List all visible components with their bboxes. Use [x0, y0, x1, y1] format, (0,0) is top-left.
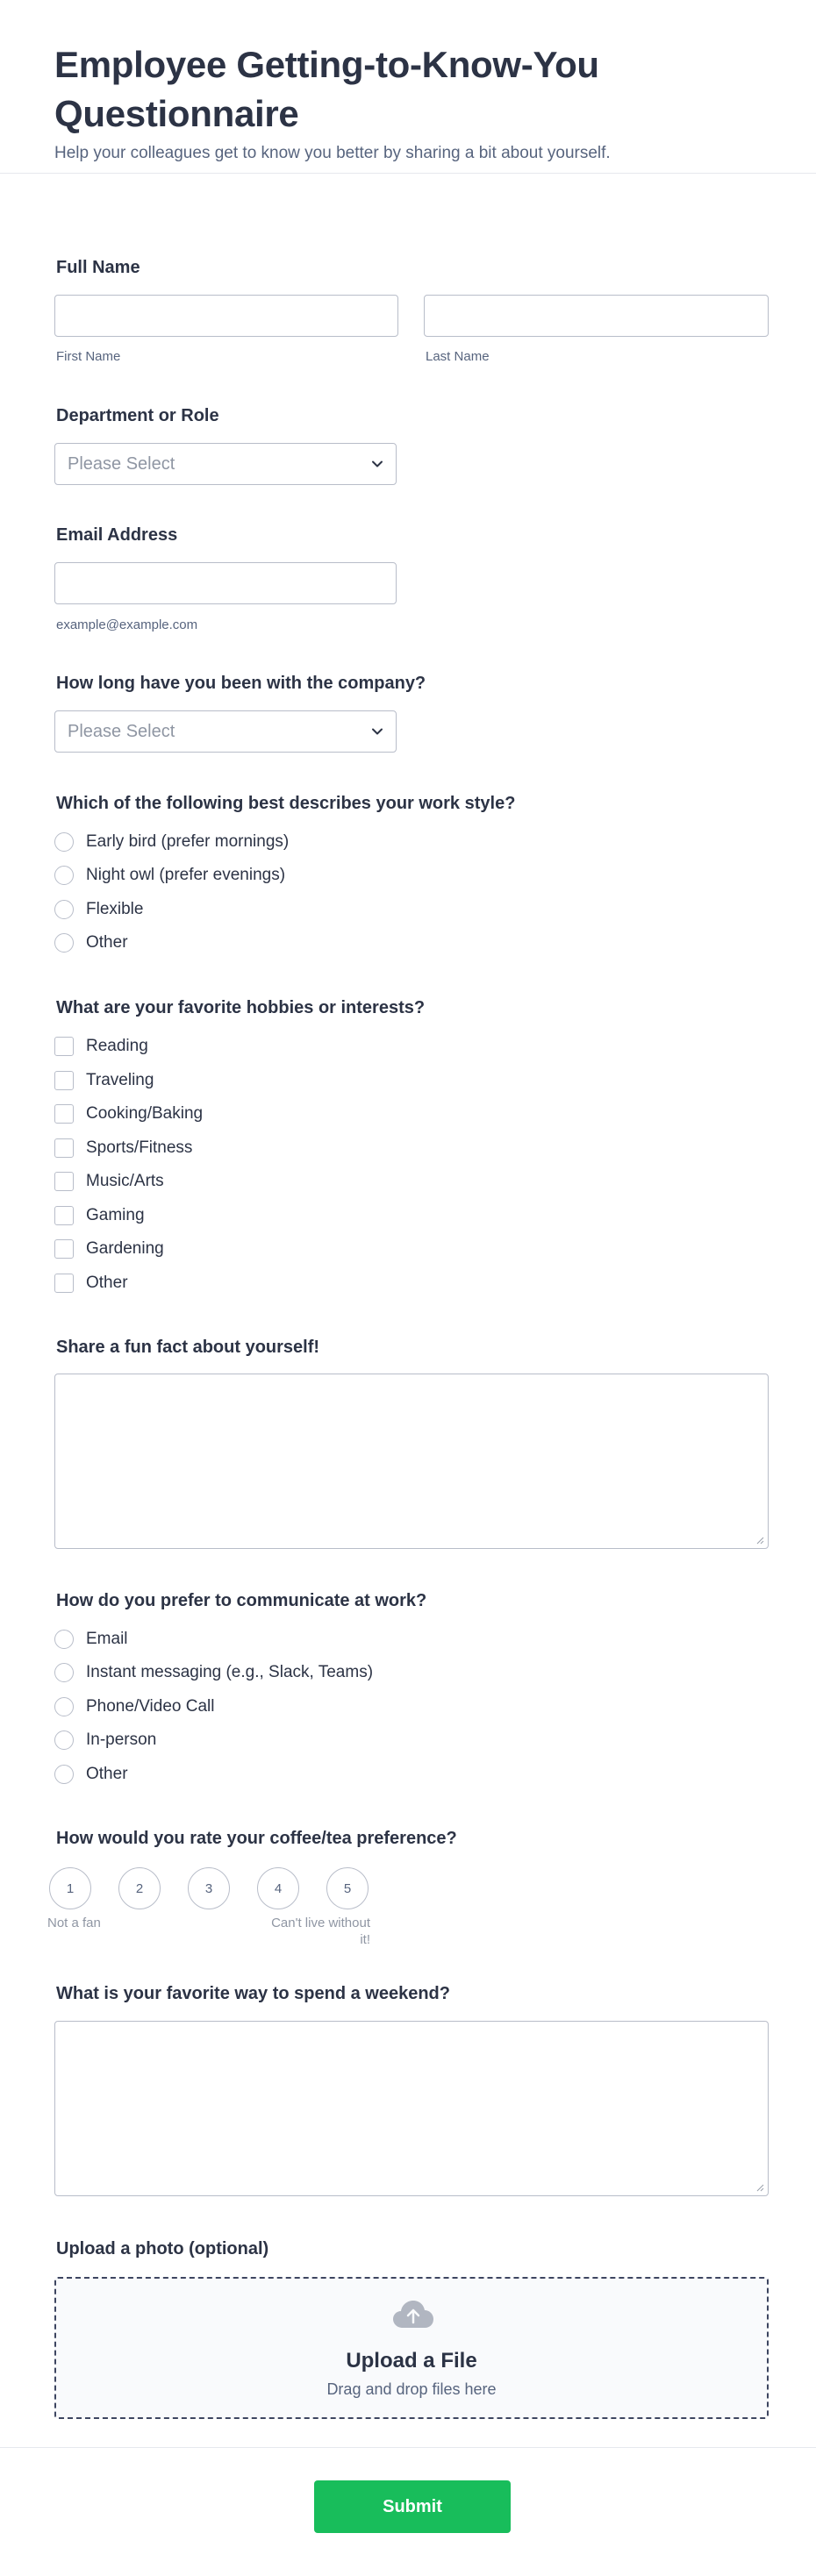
- upload-label: Upload a photo (optional): [56, 2239, 269, 2258]
- form-subtitle: Help your colleagues get to know you better by sharing a bit about yourself.: [54, 144, 611, 162]
- option-label: In-person: [86, 1730, 157, 1749]
- fun-fact-textarea[interactable]: [54, 1374, 769, 1549]
- hobby-option[interactable]: [54, 1102, 203, 1125]
- last-name-sublabel: Last Name: [426, 349, 490, 364]
- communication-option[interactable]: [54, 1628, 128, 1651]
- email-label: Email Address: [56, 525, 178, 545]
- rating-option-4[interactable]: 4: [257, 1867, 299, 1909]
- rating-low-label: Not a fan: [47, 1916, 101, 1930]
- tenure-select-value: Please Select: [68, 722, 175, 741]
- form-title-line1: Employee Getting-to-Know-You: [54, 44, 599, 85]
- radio-button[interactable]: [54, 933, 74, 953]
- option-label: Other: [86, 1765, 128, 1783]
- chevron-down-icon: [369, 724, 385, 739]
- rating-option-1[interactable]: 1: [49, 1867, 91, 1909]
- tenure-label: How long have you been with the company?: [56, 674, 426, 693]
- communication-option[interactable]: [54, 1695, 214, 1718]
- hobby-option[interactable]: [54, 1272, 128, 1295]
- radio-button[interactable]: [54, 1663, 74, 1682]
- first-name-input[interactable]: [54, 295, 398, 337]
- option-label: Other: [86, 1274, 128, 1292]
- rating-high-label: Can't live without it!: [271, 1916, 370, 1947]
- full-name-label: Full Name: [56, 258, 140, 277]
- option-label: Instant messaging (e.g., Slack, Teams): [86, 1663, 374, 1681]
- communication-option[interactable]: [54, 1729, 156, 1752]
- option-label: Sports/Fitness: [86, 1138, 193, 1157]
- cloud-upload-icon: [392, 2298, 434, 2330]
- weekend-label: What is your favorite way to spend a weekend?: [56, 1984, 450, 2003]
- communication-option[interactable]: [54, 1763, 128, 1786]
- option-label: Cooking/Baking: [86, 1104, 204, 1123]
- rating-option-3[interactable]: 3: [188, 1867, 230, 1909]
- checkbox[interactable]: [54, 1104, 74, 1124]
- department-select-value: Please Select: [68, 454, 175, 474]
- radio-button[interactable]: [54, 1730, 74, 1750]
- checkbox[interactable]: [54, 1138, 74, 1158]
- hobby-option[interactable]: [54, 1069, 154, 1092]
- communication-option[interactable]: [54, 1661, 373, 1684]
- department-select[interactable]: [54, 443, 397, 485]
- file-upload-dropzone[interactable]: [54, 2277, 769, 2419]
- hobby-option[interactable]: [54, 1204, 145, 1227]
- radio-button[interactable]: [54, 866, 74, 885]
- rating-option-5[interactable]: 5: [326, 1867, 369, 1909]
- checkbox[interactable]: [54, 1037, 74, 1056]
- upload-title: Upload a File: [346, 2349, 477, 2373]
- chevron-down-icon: [369, 456, 385, 472]
- communication-label: How do you prefer to communicate at work?: [56, 1591, 427, 1610]
- tenure-select[interactable]: [54, 710, 397, 753]
- option-label: Other: [86, 933, 128, 952]
- rating-option-2[interactable]: 2: [118, 1867, 161, 1909]
- checkbox[interactable]: [54, 1071, 74, 1090]
- email-input[interactable]: [54, 562, 397, 604]
- option-label: Music/Arts: [86, 1172, 164, 1190]
- option-label: Traveling: [86, 1071, 154, 1089]
- checkbox[interactable]: [54, 1274, 74, 1293]
- last-name-input[interactable]: [424, 295, 769, 337]
- first-name-sublabel: First Name: [56, 349, 121, 364]
- work-style-option[interactable]: [54, 898, 143, 921]
- work-style-option[interactable]: [54, 931, 128, 954]
- checkbox[interactable]: [54, 1206, 74, 1225]
- hobby-option[interactable]: [54, 1238, 164, 1260]
- checkbox[interactable]: [54, 1239, 74, 1259]
- coffee-rating-label: How would you rate your coffee/tea preference?: [56, 1829, 457, 1848]
- option-label: Night owl (prefer evenings): [86, 866, 286, 884]
- fun-fact-label: Share a fun fact about yourself!: [56, 1338, 320, 1357]
- submit-button[interactable]: Submit: [314, 2480, 511, 2533]
- form-title-line2: Questionnaire: [54, 93, 299, 134]
- form-header: [0, 0, 816, 174]
- resize-grip-icon[interactable]: [755, 1536, 764, 1545]
- hobbies-label: What are your favorite hobbies or interests?: [56, 998, 426, 1017]
- upload-hint: Drag and drop files here: [326, 2380, 497, 2398]
- radio-button[interactable]: [54, 1630, 74, 1649]
- checkbox[interactable]: [54, 1172, 74, 1191]
- work-style-label: Which of the following best describes your work style?: [56, 794, 516, 813]
- option-label: Reading: [86, 1037, 148, 1055]
- email-sublabel: example@example.com: [56, 617, 198, 632]
- option-label: Gaming: [86, 1206, 145, 1224]
- radio-button[interactable]: [54, 1765, 74, 1784]
- hobby-option[interactable]: [54, 1035, 148, 1058]
- hobby-option[interactable]: [54, 1137, 192, 1160]
- work-style-option[interactable]: [54, 831, 289, 853]
- radio-button[interactable]: [54, 900, 74, 919]
- option-label: Flexible: [86, 900, 144, 918]
- resize-grip-icon[interactable]: [755, 2183, 764, 2192]
- radio-button[interactable]: [54, 1697, 74, 1716]
- hobby-option[interactable]: [54, 1170, 164, 1193]
- weekend-textarea[interactable]: [54, 2021, 769, 2196]
- work-style-option[interactable]: [54, 864, 285, 887]
- option-label: Early bird (prefer mornings): [86, 832, 290, 851]
- form-title: [54, 40, 762, 139]
- radio-button[interactable]: [54, 832, 74, 852]
- option-label: Phone/Video Call: [86, 1697, 215, 1716]
- department-label: Department or Role: [56, 406, 219, 425]
- option-label: Email: [86, 1630, 128, 1648]
- option-label: Gardening: [86, 1239, 164, 1258]
